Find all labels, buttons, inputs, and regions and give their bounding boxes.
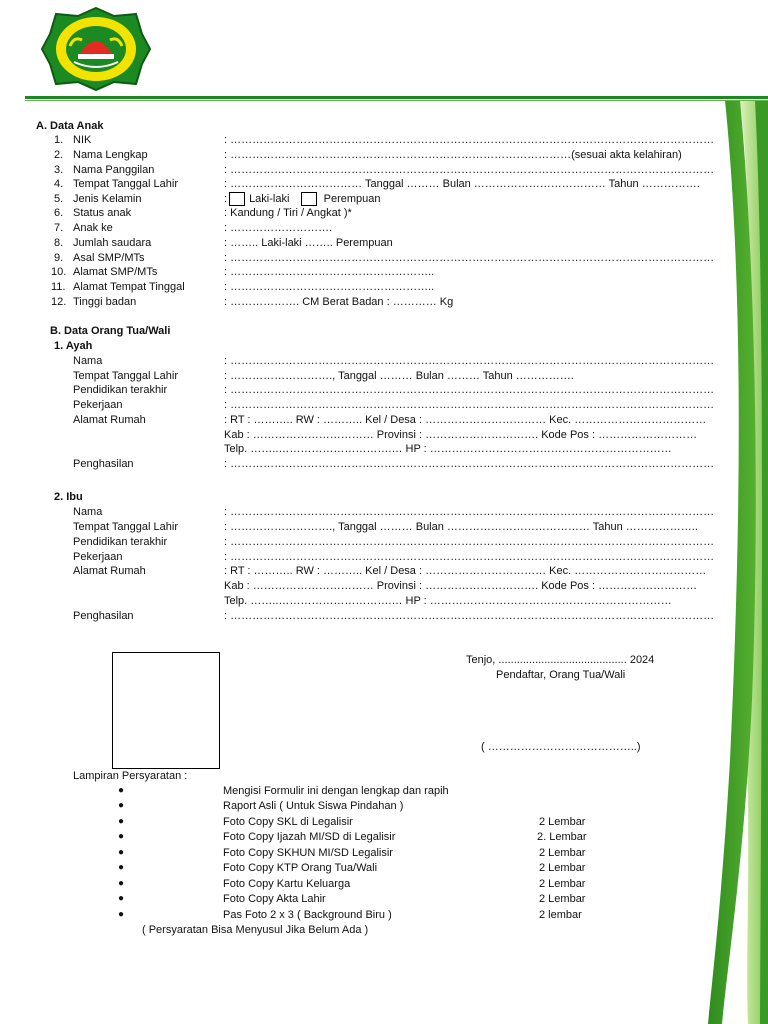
bullet-icon: ●: [118, 862, 125, 873]
mother-field-value: : ……………………………………………………………………………………………………………………: [224, 536, 715, 548]
father-field-value: Telp. ……..………………………….… HP : …………………………………………………………: [224, 443, 672, 455]
father-field-label: Pendidikan terakhir: [73, 384, 168, 396]
item-number: 8.: [54, 237, 64, 249]
bullet-icon: ●: [118, 831, 125, 842]
father-field-value: : ……………………………………………………………………………………………………………………: [224, 384, 715, 396]
item-label: Tempat Tanggal Lahir: [73, 178, 178, 190]
father-field-value: : ……………………………………………………………………………………………………………………: [224, 458, 715, 470]
item-number: 12.: [51, 296, 67, 308]
female-checkbox[interactable]: [301, 192, 317, 206]
item-value: : Kandung / Tiri / Angkat )*: [224, 207, 352, 219]
item-label: Jumlah saudara: [73, 237, 152, 249]
item-value: : ………………………………………………..: [224, 281, 435, 293]
item-number: 7.: [54, 222, 64, 234]
attachment-qty: 2 Lembar: [539, 847, 586, 859]
attachment-item: Mengisi Formulir ini dengan lengkap dan rapih: [223, 785, 449, 797]
mother-field-label: Tempat Tanggal Lahir: [73, 521, 178, 533]
section-a-title: A. Data Anak: [36, 120, 104, 132]
school-logo: [40, 6, 152, 92]
item-label: Asal SMP/MTs: [73, 252, 145, 264]
mother-title: 2. Ibu: [54, 491, 83, 503]
father-field-label: Pekerjaan: [73, 399, 123, 411]
item-number: 5.: [54, 193, 64, 205]
attachment-item: Raport Asli ( Untuk Siswa Pindahan ): [223, 800, 404, 812]
father-field-value: : RT : ……….. RW : ……….. Kel / Desa : …………………………… Kec. ………………………………: [224, 414, 707, 426]
father-field-value: : ………………………., Tanggal ……… Bulan ……… Tahun …………….: [224, 370, 574, 382]
item-label: Jenis Kelamin: [73, 193, 142, 205]
mother-field-value: : ……………………………………………………………………………………………………………………: [224, 610, 715, 622]
item-number: 11.: [51, 281, 66, 293]
father-field-label: Alamat Rumah: [73, 414, 146, 426]
attachments-note: ( Persyaratan Bisa Menyusul Jika Belum Ada ): [142, 924, 369, 936]
mother-field-value: : RT : ……….. RW : ……….. Kel / Desa : …………………………… Kec. ………………………………: [224, 565, 707, 577]
header-rule: [25, 96, 768, 99]
attachment-item: Foto Copy Akta Lahir: [223, 893, 326, 905]
item-label: Status anak: [73, 207, 132, 219]
item-number: 4.: [54, 178, 64, 190]
attachment-item: Foto Copy KTP Orang Tua/Wali: [223, 862, 378, 874]
attachments-title: Lampiran Persyaratan :: [73, 770, 188, 782]
mother-field-value: : ………………………., Tanggal ……… Bulan ………………………………… Tahun ………………..: [224, 521, 698, 533]
male-checkbox[interactable]: [229, 192, 245, 206]
bullet-icon: ●: [118, 847, 125, 858]
item-value: : ……………………………………………………………………………………………………………………: [224, 252, 715, 264]
attachment-qty: 2 Lembar: [539, 862, 586, 874]
item-value: : ………………………………………………..: [224, 266, 435, 278]
item-label: Nama Lengkap: [73, 149, 148, 161]
item-number: 9.: [54, 252, 64, 264]
bullet-icon: ●: [118, 816, 125, 827]
attachment-item: Foto Copy Ijazah MI/SD di Legalisir: [223, 831, 396, 843]
item-label: Nama Panggilan: [73, 164, 155, 176]
father-field-label: Nama: [73, 355, 103, 367]
father-field-value: Kab : …………………………… Provinsi : …………………………. Kode Pos : ………………………: [224, 429, 698, 441]
item-number: 1.: [54, 134, 64, 146]
mother-field-value: : ……………………………………………………………………………………………………………………: [224, 551, 715, 563]
item-label: Alamat Tempat Tinggal: [73, 281, 185, 293]
bullet-icon: ●: [118, 909, 125, 920]
attachment-qty: 2 Lembar: [539, 816, 586, 828]
gender-options: : Laki-laki Perempuan: [224, 193, 381, 205]
bullet-icon: ●: [118, 878, 125, 889]
signature-name-line: ( …………………………………..): [481, 741, 641, 753]
bullet-icon: ●: [118, 800, 125, 811]
mother-field-value: : ……………………………………………………………………………………………………………………: [224, 506, 715, 518]
mother-field-label: Nama: [73, 506, 103, 518]
item-value: : ……………………………………………………………………………………………………………………: [224, 164, 715, 176]
attachment-item: Foto Copy Kartu Keluarga: [223, 878, 351, 890]
item-number: 10.: [51, 266, 67, 278]
bullet-icon: ●: [118, 785, 125, 796]
mother-field-label: Penghasilan: [73, 610, 134, 622]
mother-field-label: Alamat Rumah: [73, 565, 146, 577]
item-value: : ……………………………………………………………………………………………………………………: [224, 134, 715, 146]
attachment-qty: 2. Lembar: [537, 831, 587, 843]
bullet-icon: ●: [118, 893, 125, 904]
attachment-item: Pas Foto 2 x 3 ( Background Biru ): [223, 909, 392, 921]
item-value: : ……………………….: [224, 222, 333, 234]
attachment-qty: 2 Lembar: [539, 893, 586, 905]
attachment-item: Foto Copy SKL di Legalisir: [223, 816, 353, 828]
item-label: Tinggi badan: [73, 296, 137, 308]
mother-field-label: Pekerjaan: [73, 551, 123, 563]
item-value: : ……………………………… Tanggal ……… Bulan ……………………………… Tahun …………….: [224, 178, 700, 190]
signature-role: Pendaftar, Orang Tua/Wali: [496, 669, 626, 681]
father-field-label: Tempat Tanggal Lahir: [73, 370, 178, 382]
item-value: : …….. Laki-laki …….. Perempuan: [224, 237, 393, 249]
section-b-title: B. Data Orang Tua/Wali: [50, 325, 171, 337]
item-value: : …………………………………………………………………………………(sesuai akta kelahiran): [224, 149, 682, 161]
photo-box: [112, 652, 220, 769]
father-field-value: : ……………………………………………………………………………………………………………………: [224, 399, 715, 411]
item-label: Alamat SMP/MTs: [73, 266, 158, 278]
female-label: Perempuan: [323, 193, 381, 205]
header-rule-thin: [25, 100, 768, 101]
mother-field-value: Kab : …………………………… Provinsi : …………………………. Kode Pos : ………………………: [224, 580, 698, 592]
father-field-value: : ……………………………………………………………………………………………………………………: [224, 355, 715, 367]
item-value: : ………………. CM Berat Badan : ………… Kg: [224, 296, 454, 308]
father-field-label: Penghasilan: [73, 458, 134, 470]
item-number: 3.: [54, 164, 64, 176]
attachment-qty: 2 Lembar: [539, 878, 586, 890]
item-number: 2.: [54, 149, 64, 161]
signature-place-date: Tenjo, .......................................... 2024: [466, 654, 655, 666]
attachment-item: Foto Copy SKHUN MI/SD Legalisir: [223, 847, 393, 859]
male-label: Laki-laki: [249, 193, 290, 205]
attachment-qty: 2 lembar: [539, 909, 582, 921]
item-label: NIK: [73, 134, 92, 146]
mother-field-label: Pendidikan terakhir: [73, 536, 168, 548]
mother-field-value: Telp. ……..………………………….… HP : …………………………………………………………: [224, 595, 672, 607]
father-title: 1. Ayah: [54, 340, 93, 352]
item-label: Anak ke: [73, 222, 113, 234]
item-number: 6.: [54, 207, 64, 219]
